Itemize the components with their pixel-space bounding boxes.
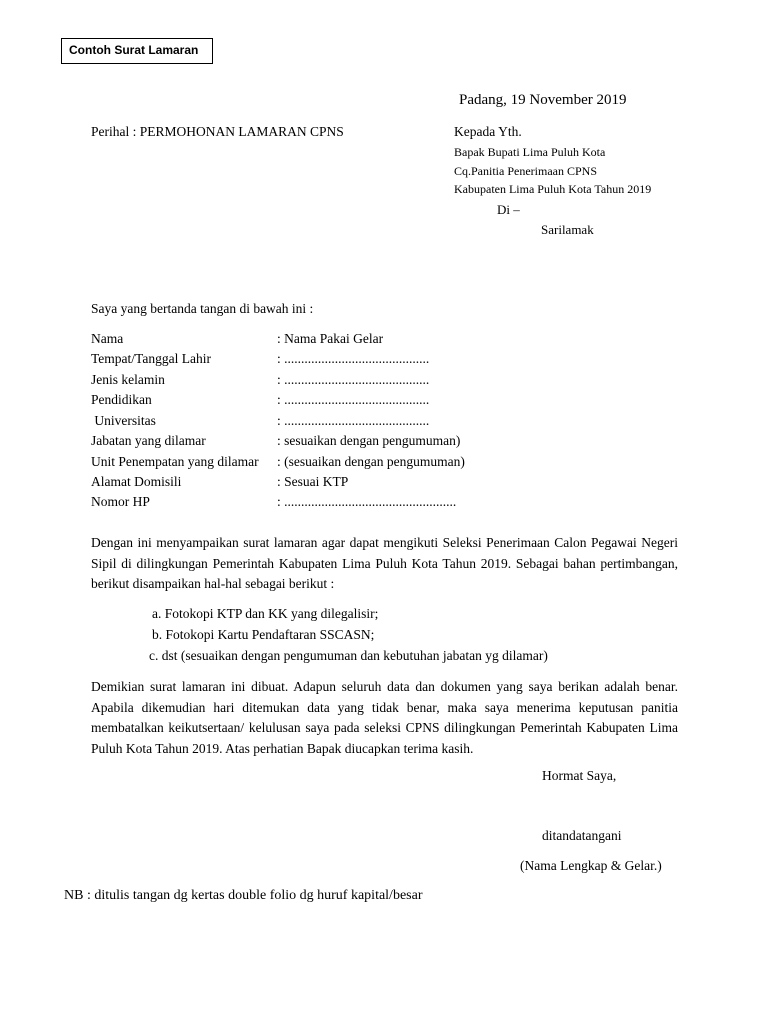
field-value: : ........................................... <box>277 413 430 428</box>
paragraph-line: membatalkan keikutsertaan/ kelulusan saya pada seleksi CPNS dilingkungan Pemerintah Kabupaten Lima <box>91 720 678 735</box>
paragraph-line: Demikian surat lamaran ini dibuat. Adapun seluruh data dan dokumen yang saya berikan adalah benar. <box>91 679 678 694</box>
recipient-line: Kabupaten Lima Puluh Kota Tahun 2019 <box>454 182 652 196</box>
recipient-greeting: Kepada Yth. <box>454 124 522 139</box>
field-label: Jabatan yang dilamar <box>91 433 206 448</box>
body-paragraph <box>91 533 678 595</box>
place-date: Padang, 19 November 2019 <box>459 92 627 108</box>
field-label: Tempat/Tanggal Lahir <box>91 351 211 366</box>
field-label: Jenis kelamin <box>91 372 165 387</box>
field-label: Unit Penempatan yang dilamar <box>91 454 259 469</box>
closing-paragraph <box>91 677 678 759</box>
field-label: Nomor HP <box>91 494 150 509</box>
list-item: a. Fotokopi KTP dan KK yang dilegalisir; <box>152 606 379 621</box>
field-value: : Sesuai KTP <box>277 474 349 489</box>
paragraph-line: Sipil di dilingkungan Pemerintah Kabupaten Lima Puluh Kota Tahun 2019. Sebagai bahan pertimbangan, <box>91 555 678 571</box>
paragraph-line: Puluh Kota Tahun 2019. Atas perhatian Bapak diucapkan terima kasih. <box>91 740 474 756</box>
field-value: : ........................................... <box>277 351 430 366</box>
intro-text: Saya yang bertanda tangan di bawah ini : <box>91 301 314 316</box>
field-value: : ........................................... <box>277 392 430 407</box>
field-label: Nama <box>91 331 124 346</box>
label-box: Contoh Surat Lamaran <box>61 38 213 64</box>
recipient-di: Di – <box>497 202 520 217</box>
field-value: : sesuaikan dengan pengumuman) <box>277 433 461 448</box>
footer-note: NB : ditulis tangan dg kertas double folio dg huruf kapital/besar <box>64 888 423 903</box>
recipient-city: Sarilamak <box>541 222 594 237</box>
signature-placeholder: ditandatangani <box>542 828 622 843</box>
list-item: c. dst (sesuaikan dengan pengumuman dan kebutuhan jabatan yg dilamar) <box>149 648 548 663</box>
recipient-line: Bapak Bupati Lima Puluh Kota <box>454 145 606 159</box>
field-label: Universitas <box>91 413 156 428</box>
field-value: : ................................................... <box>277 494 457 509</box>
paragraph-line: berikut disampaikan hal-hal sebagai berikut : <box>91 576 335 591</box>
paragraph-line: Apabila dikemudian hari ditemukan data yang tidak benar, maka saya menerima keputusan panitia <box>91 699 678 715</box>
signer-name: (Nama Lengkap & Gelar.) <box>520 858 662 873</box>
paragraph-line: Dengan ini menyampaikan surat lamaran agar dapat mengikuti Seleksi Penerimaan Calon Pegawai Negeri <box>91 535 678 550</box>
list-item: b. Fotokopi Kartu Pendaftaran SSCASN; <box>152 627 375 642</box>
field-label: Alamat Domisili <box>91 474 182 489</box>
field-label: Pendidikan <box>91 392 152 407</box>
subject-line: Perihal : PERMOHONAN LAMARAN CPNS <box>91 124 344 139</box>
closing-salutation: Hormat Saya, <box>542 768 617 783</box>
recipient-line: Cq.Panitia Penerimaan CPNS <box>454 164 597 178</box>
field-value: : Nama Pakai Gelar <box>277 331 384 346</box>
field-value: : ........................................... <box>277 372 430 387</box>
field-value: : (sesuaikan dengan pengumuman) <box>277 454 465 469</box>
